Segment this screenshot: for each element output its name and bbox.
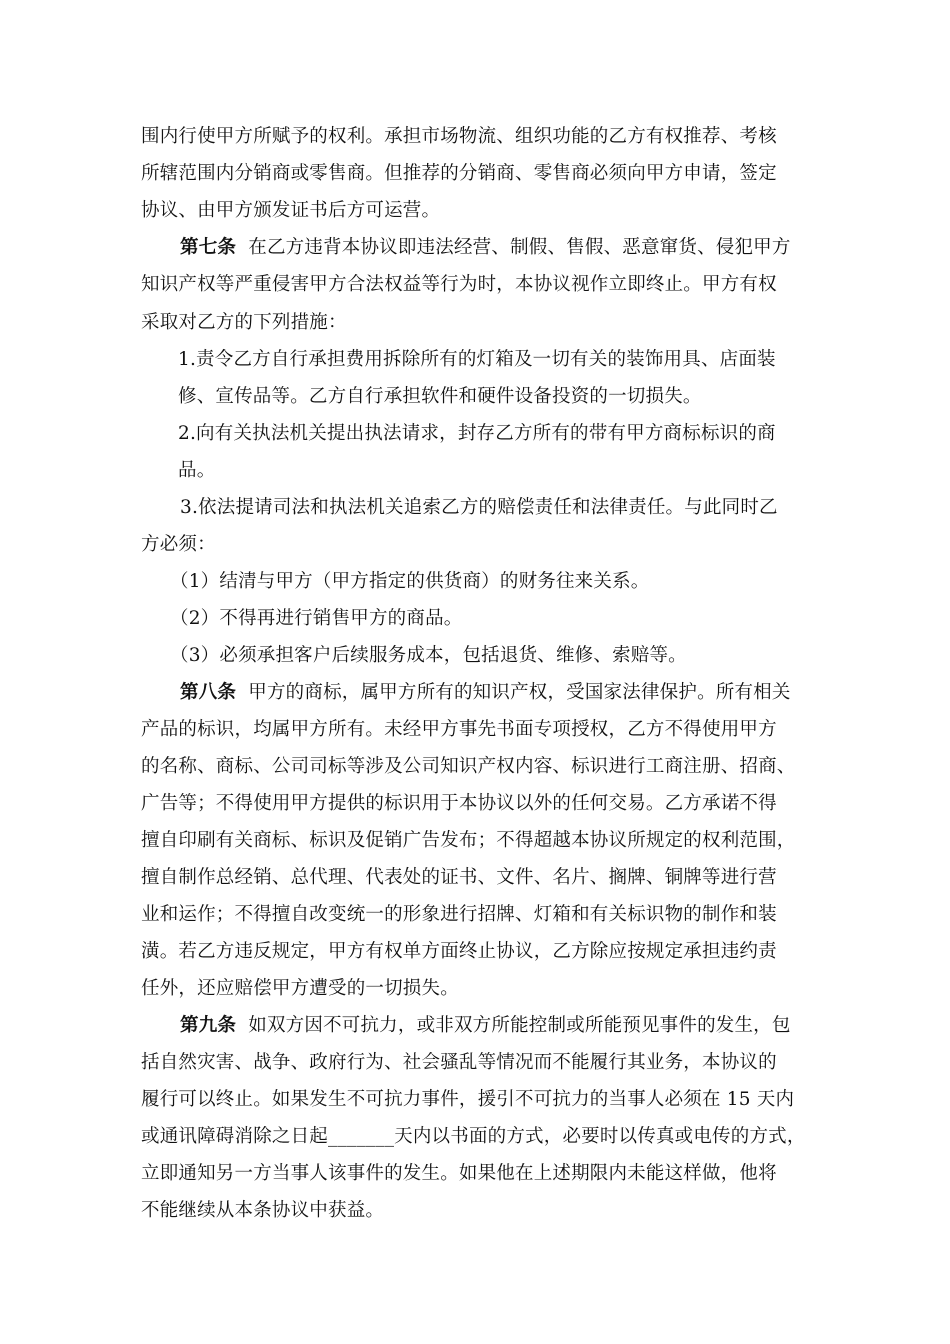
- article-7-sub-2: （2）不得再进行销售甲方的商品。: [170, 608, 463, 629]
- article-7-line-1: 在乙方违背本协议即违法经营、制假、售假、恶意窜货、侵犯甲方: [248, 237, 791, 258]
- article-7-line-3: 采取对乙方的下列措施：: [141, 312, 347, 333]
- article-7-item-2-line-1: 2.向有关执法机关提出执法请求，封存乙方所有的带有甲方商标标识的商: [178, 423, 776, 444]
- article-7-item-1-line-1: 1.责令乙方自行承担费用拆除所有的灯箱及一切有关的装饰用具、店面装: [178, 349, 776, 370]
- article-7-first-line: [180, 234, 791, 262]
- intro-line-3: 协议、由甲方颁发证书后方可运营。: [141, 200, 441, 221]
- article-8-first-line: [180, 679, 791, 707]
- article-8-title: 第八条: [180, 682, 237, 703]
- article-8-line-6: 擅自制作总经销、总代理、代表处的证书、文件、名片、搁牌、铜牌等进行营: [141, 867, 777, 888]
- article-7-item-2-line-2: 品。: [178, 460, 216, 481]
- article-8-line-7: 业和运作；不得擅自改变统一的形象进行招牌、灯箱和有关标识物的制作和装: [141, 904, 777, 925]
- intro-line-1: 围内行使甲方所赋予的权利。承担市场物流、组织功能的乙方有权推荐、考核: [141, 126, 777, 147]
- article-8-line-5: 擅自印刷有关商标、标识及促销广告发布；不得超越本协议所规定的权利范围，: [141, 830, 796, 851]
- article-8-line-1: 甲方的商标，属甲方所有的知识产权，受国家法律保护。所有相关: [248, 682, 791, 703]
- article-7-sub-3: （3）必须承担客户后续服务成本，包括退货、维修、索赔等。: [170, 645, 687, 666]
- article-7-item-3-line-1: 3.依法提请司法和执法机关追索乙方的赔偿责任和法律责任。与此同时乙: [180, 497, 778, 518]
- article-7-sub-1: （1）结清与甲方（甲方指定的供货商）的财务往来关系。: [170, 571, 650, 592]
- article-8-line-8: 潢。若乙方违反规定，甲方有权单方面终止协议，乙方除应按规定承担违约责: [141, 941, 777, 962]
- article-7-item-1-line-2: 修、宣传品等。乙方自行承担软件和硬件设备投资的一切损失。: [178, 386, 702, 407]
- article-9-line-2: 括自然灾害、战争、政府行为、社会骚乱等情况而不能履行其业务，本协议的: [141, 1052, 777, 1073]
- article-7-line-2: 知识产权等严重侵害甲方合法权益等行为时，本协议视作立即终止。甲方有权: [141, 274, 777, 295]
- article-8-line-2: 产品的标识，均属甲方所有。未经甲方事先书面专项授权，乙方不得使用甲方: [141, 719, 777, 740]
- intro-line-2: 所辖范围内分销商或零售商。但推荐的分销商、零售商必须向甲方申请，签定: [141, 163, 777, 184]
- article-9-line-1: 如双方因不可抗力，或非双方所能控制或所能预见事件的发生，包: [248, 1015, 791, 1036]
- article-9-line-4: 或通讯障碍消除之日起_______天内以书面的方式，必要时以传真或电传的方式，: [141, 1126, 806, 1147]
- article-9-title: 第九条: [180, 1015, 237, 1036]
- article-8-line-4: 广告等；不得使用甲方提供的标识用于本协议以外的任何交易。乙方承诺不得: [141, 793, 777, 814]
- article-8-line-3: 的名称、商标、公司司标等涉及公司知识产权内容、标识进行工商注册、招商、: [141, 756, 796, 777]
- article-9-line-5: 立即通知另一方当事人该事件的发生。如果他在上述期限内未能这样做，他将: [141, 1163, 777, 1184]
- article-9-line-3: 履行可以终止。如果发生不可抗力事件，援引不可抗力的当事人必须在 15 天内: [141, 1089, 795, 1110]
- article-7-item-3-line-2: 方必须：: [141, 534, 216, 555]
- article-8-line-9: 任外，还应赔偿甲方遭受的一切损失。: [141, 978, 459, 999]
- article-9-line-6: 不能继续从本条协议中获益。: [141, 1200, 385, 1221]
- article-9-first-line: [180, 1012, 791, 1040]
- article-7-title: 第七条: [180, 237, 237, 258]
